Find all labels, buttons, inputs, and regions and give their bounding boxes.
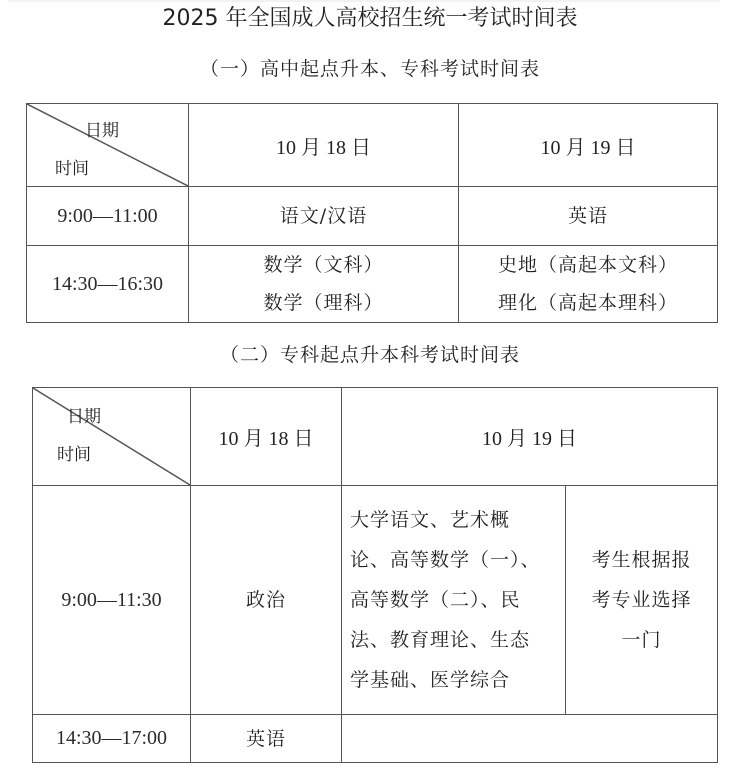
corner-header-cell [33,388,191,486]
exam-subject: 英语 [245,727,286,750]
subject-line: 法、教育理论、生态 [350,629,531,651]
exam-cell [191,486,342,715]
diagonal-divider [33,388,190,485]
exam-cell [459,187,718,246]
section1-heading: （一）高中起点升本、专科考试时间表 [199,58,540,80]
exam-cell-note [566,486,718,715]
exam-cell-subject-list [342,486,566,715]
exam-cell [459,246,718,323]
column-header-day1: 10 月 18 日 [189,104,459,187]
time-slot-cell: 9:00—11:00 [27,187,189,246]
exam-subject: 理化（高起本理科） [497,292,678,314]
note-line: 考专业选择 [591,589,692,611]
exam-subject: 史地（高起本文科） [497,254,678,276]
time-axis-label: 时间 [55,159,89,179]
column-header-day2: 10 月 19 日 [459,104,718,187]
exam-subject: 语文/汉语 [279,205,368,227]
page-title: 2025 年全国成人高校招生统一考试时间表 [162,6,578,31]
exam-cell-empty [342,715,718,763]
note-line: 考生根据报 [591,549,692,571]
time-slot-cell: 14:30—17:00 [33,715,191,763]
schedule-table-2 [32,387,718,763]
subject-line: 高等数学（二）、民 [350,589,521,611]
time-slot-cell: 14:30—16:30 [27,246,189,323]
date-axis-label: 日期 [67,407,101,427]
exam-cell [191,715,342,763]
section2-heading: （二）专科起点升本科考试时间表 [219,344,520,366]
schedule-table-1 [26,103,718,323]
note-line: 一门 [621,629,662,651]
exam-cell [189,246,459,323]
corner-header-cell [27,104,189,187]
time-axis-label: 时间 [57,445,91,465]
time-slot-cell: 9:00—11:30 [33,486,191,715]
exam-cell [189,187,459,246]
subject-line: 大学语文、艺术概 [350,509,511,531]
exam-subject: 数学（文科） [263,254,384,276]
exam-subject: 数学（理科） [263,292,384,314]
subject-line: 论、高等数学（一）、 [350,549,541,571]
subject-line: 学基础、医学综合 [350,669,511,691]
exam-subject: 政治 [245,589,286,611]
column-header-day1: 10 月 18 日 [191,388,342,486]
column-header-day2: 10 月 19 日 [342,388,718,486]
exam-subject: 英语 [567,205,608,227]
top-band [8,0,720,2]
date-axis-label: 日期 [85,121,119,141]
